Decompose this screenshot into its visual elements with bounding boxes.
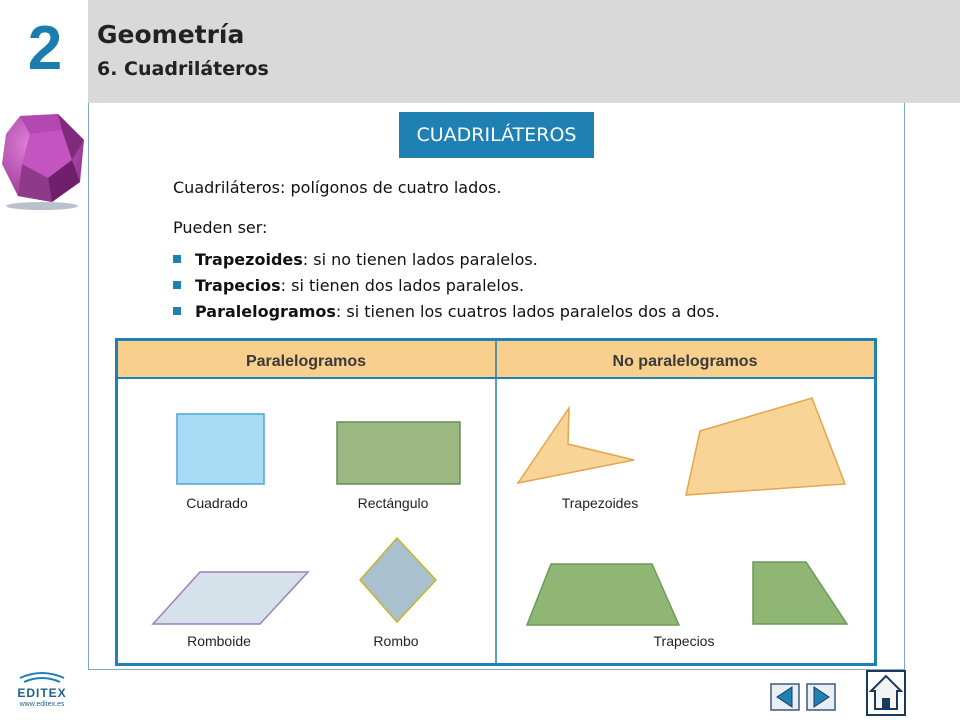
home-button[interactable] xyxy=(866,670,906,716)
bullet-icon xyxy=(173,281,181,289)
label-romboide: Romboide xyxy=(187,633,251,649)
bullet-desc: : si tienen los cuatros lados paralelos dos a dos. xyxy=(335,301,720,321)
chapter-number: 2 xyxy=(27,14,63,83)
label-cuadrado: Cuadrado xyxy=(186,495,248,511)
bullet-desc: : si tienen dos lados paralelos. xyxy=(280,275,525,295)
header-paralelogramos: Paralelogramos xyxy=(245,353,367,370)
intro-text: Pueden ser: xyxy=(173,218,268,237)
section-title: CUADRILÁTEROS xyxy=(399,112,594,158)
definition-text: Cuadriláteros: polígonos de cuatro lados. xyxy=(173,178,502,197)
bullet-icon xyxy=(173,255,181,263)
editex-brand: EDITEX xyxy=(17,686,67,700)
bullet-term: Trapecios xyxy=(195,275,281,295)
prev-button[interactable] xyxy=(770,683,800,711)
next-button[interactable] xyxy=(806,683,836,711)
list-item xyxy=(173,298,720,324)
list-item xyxy=(173,246,720,272)
label-rombo: Rombo xyxy=(373,633,419,649)
page-subtitle: 6. Cuadriláteros xyxy=(97,58,269,80)
label-rectangulo: Rectángulo xyxy=(357,495,429,511)
label-trapecios: Trapecios xyxy=(653,633,715,649)
dodecahedron-icon xyxy=(0,108,92,218)
square-shape xyxy=(177,414,264,484)
bullet-list xyxy=(173,246,720,324)
editex-url: www.editex.es xyxy=(19,701,65,708)
label-trapezoides: Trapezoides xyxy=(561,495,639,511)
list-item xyxy=(173,272,720,298)
page-title: Geometría xyxy=(97,20,245,49)
rectangle-shape xyxy=(337,422,460,484)
bullet-icon xyxy=(173,307,181,315)
bullet-term: Trapezoides xyxy=(195,249,303,269)
bullet-term: Paralelogramos xyxy=(195,301,336,321)
header-no-paralelogramos: No paralelogramos xyxy=(612,353,758,370)
header-band xyxy=(88,0,960,103)
bullet-desc: : si no tienen lados paralelos. xyxy=(302,249,538,269)
trapezium-shape-1 xyxy=(527,564,679,625)
quadrilaterals-table xyxy=(115,338,877,666)
